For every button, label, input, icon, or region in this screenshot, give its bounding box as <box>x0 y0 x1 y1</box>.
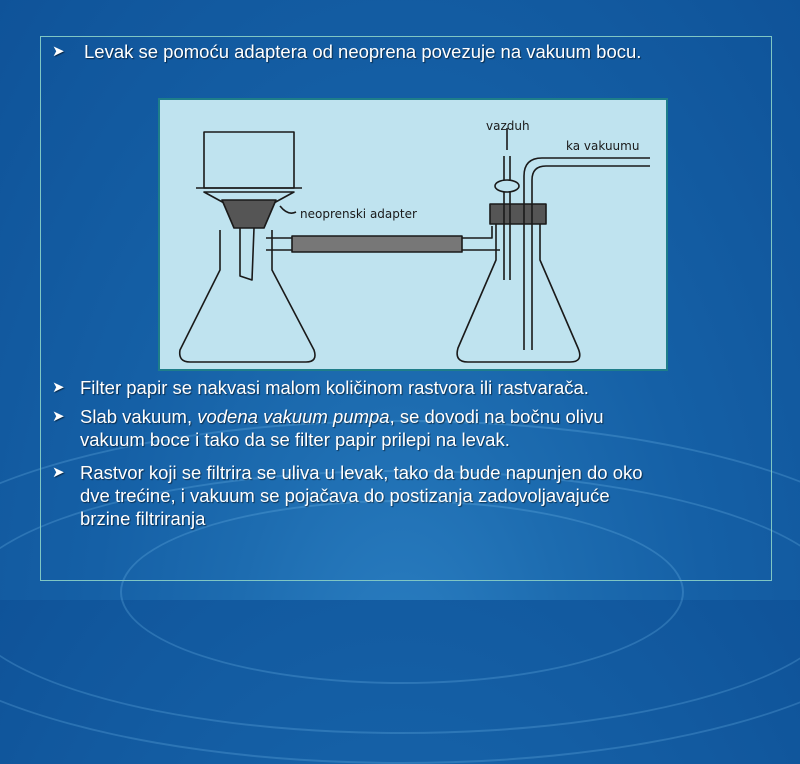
bullet-3-emphasis: vodena vakuum pumpa <box>197 406 390 427</box>
funnel-stem <box>240 228 254 280</box>
bullet-2 <box>80 376 589 399</box>
bullet-3-line-1 <box>80 405 604 428</box>
bullet-4 <box>80 461 643 530</box>
bullet-4-line-2: dve trećine, i vakuum se pojačava do postizanja zadovoljavajuće <box>80 485 610 506</box>
bullet-2-text: Filter papir se nakvasi malom količinom rastvora ili rastvarača. <box>80 377 589 398</box>
label-air: vazduh <box>486 119 530 133</box>
vacuum-flask-right <box>457 212 580 362</box>
rubber-stopper <box>490 204 546 224</box>
vacuum-hose <box>292 236 462 252</box>
arrow-bullet-icon: ➤ <box>52 379 65 396</box>
bullet-3-pre: Slab vakuum, <box>80 406 198 427</box>
bullet-4-line-3: brzine filtriranja <box>80 508 206 529</box>
buchner-funnel <box>204 132 294 188</box>
bullet-3-line-2: vakuum boce i tako da se filter papir prilepi na levak. <box>80 429 510 450</box>
label-adapter: neoprenski adapter <box>300 207 417 221</box>
arrow-bullet-icon: ➤ <box>52 464 65 481</box>
bullet-4-line-1: Rastvor koji se filtrira se uliva u levak, tako da bude napunjen do oko <box>80 462 643 483</box>
bullet-3-post: , se dovodi na bočnu olivu <box>389 406 604 427</box>
stopcock <box>495 180 519 192</box>
bullet-1 <box>84 40 641 63</box>
vacuum-tube <box>524 158 650 350</box>
bullet-3 <box>80 405 604 451</box>
label-vacuum: ka vakuumu <box>566 139 640 153</box>
arrow-bullet-icon: ➤ <box>52 408 65 425</box>
neoprene-adapter <box>222 200 276 228</box>
bullet-1-text: Levak se pomoću adaptera od neoprena povezuje na vakuum bocu. <box>84 41 642 62</box>
vacuum-filtration-diagram <box>160 100 666 369</box>
arrow-bullet-icon: ➤ <box>52 43 65 60</box>
apparatus-figure <box>158 98 668 371</box>
